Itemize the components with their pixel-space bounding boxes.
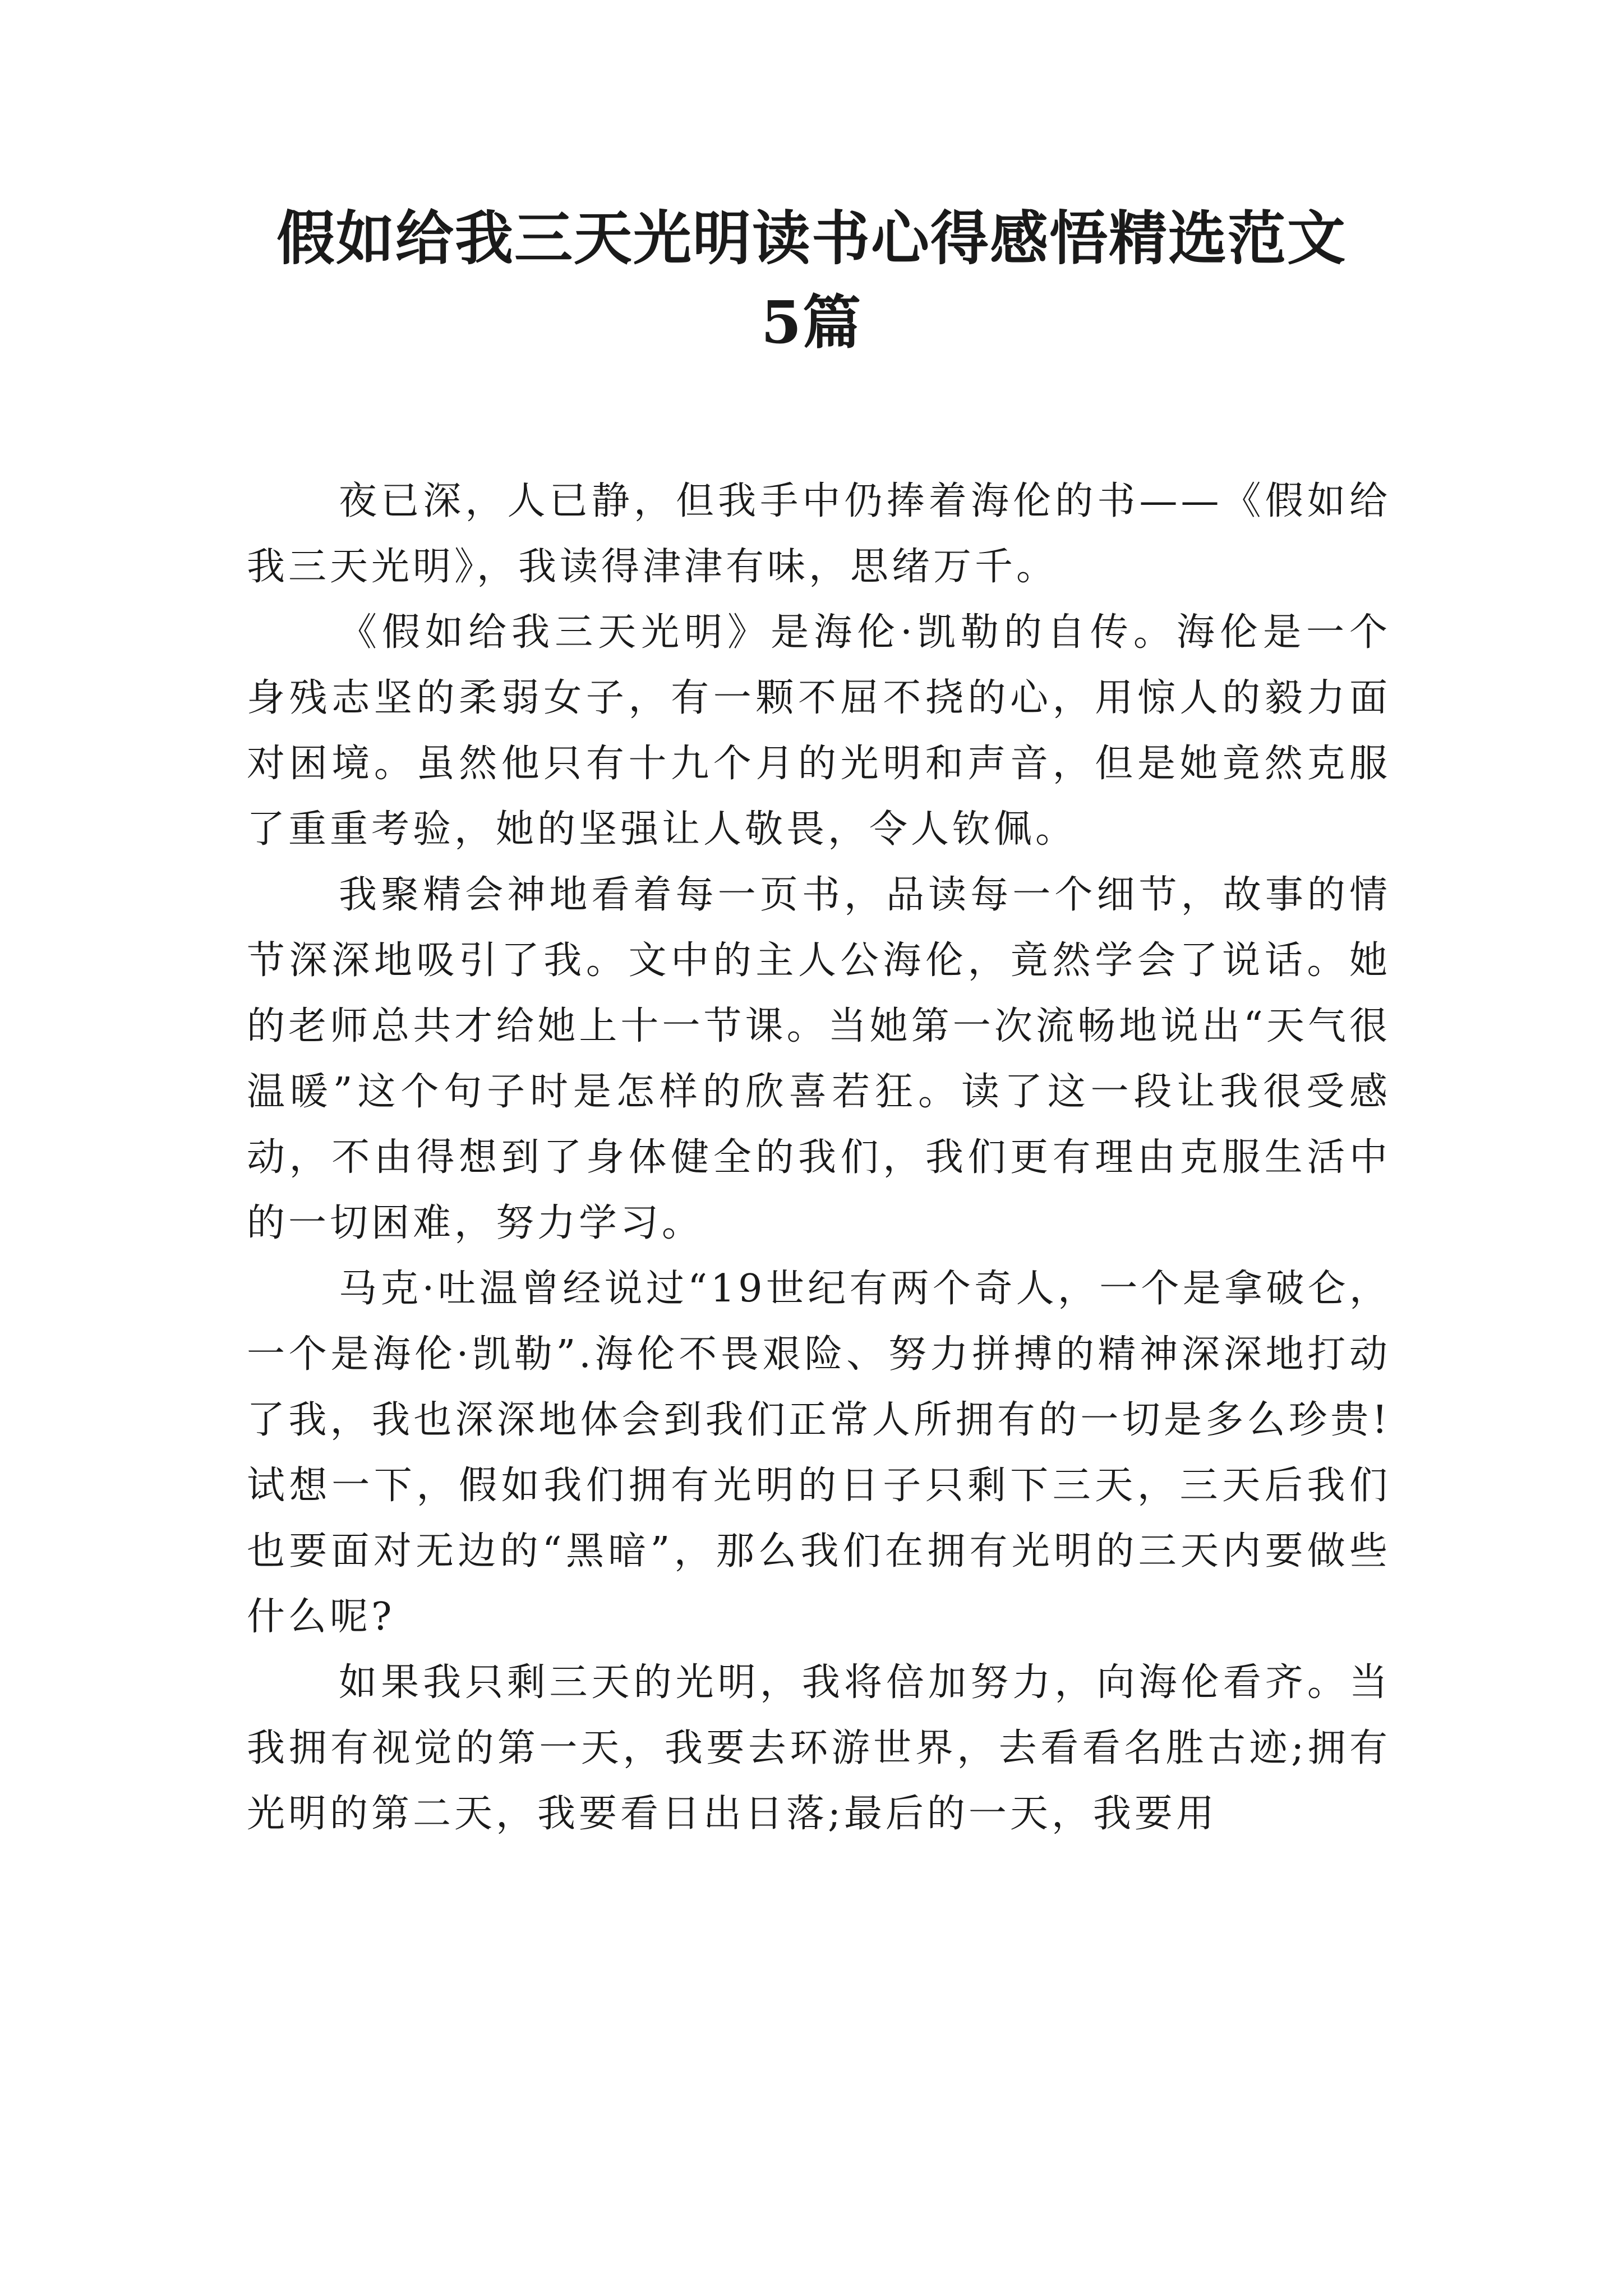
title-line-2: 5篇 xyxy=(760,288,863,357)
document-title xyxy=(224,196,1399,365)
paragraph: 我聚精会神地看着每一页书，品读每一个细节，故事的情节深深地吸引了我。文中的主人公海伦，竟然学会了说话。她的老师总共才给她上十一节课。当她第一次流畅地说出“天气很温暖”这个句子时是怎样的欣喜若狂。读了这一段让我很受感动，不由得想到了身体健全的我们，我们更有理由克服生活中的一切困难，努力学习。 xyxy=(247,873,1391,1245)
paragraph: 马克·吐温曾经说过“19世纪有两个奇人，一个是拿破仑，一个是海伦·凯勒”.海伦不畏艰险、努力拼搏的精神深深地打动了我，我也深深地体会到我们正常人所拥有的一切是多么珍贵!试想一下，假如我们拥有光明的日子只剩下三天，三天后我们也要面对无边的“黑暗”，那么我们在拥有光明的三天内要做些什么呢? xyxy=(247,1267,1391,1639)
paragraph: 如果我只剩三天的光明，我将倍加努力，向海伦看齐。当我拥有视觉的第一天，我要去环游世界，去看看名胜古迹;拥有光明的第二天，我要看日出日落;最后的一天，我要用 xyxy=(247,1660,1391,1836)
paragraph: 《假如给我三天光明》是海伦·凯勒的自传。海伦是一个身残志坚的柔弱女子，有一颗不屈不挠的心，用惊人的毅力面对困境。虽然他只有十九个月的光明和声音，但是她竟然克服了重重考验，她的坚强让人敬畏，令人钦佩。 xyxy=(247,610,1391,852)
paragraph: 夜已深，人已静，但我手中仍捧着海伦的书——《假如给我三天光明》，我读得津津有味，思绪万千。 xyxy=(247,479,1391,589)
title-line-1: 假如给我三天光明读书心得感悟精选范文 xyxy=(276,204,1347,273)
document-body xyxy=(247,468,1391,1847)
